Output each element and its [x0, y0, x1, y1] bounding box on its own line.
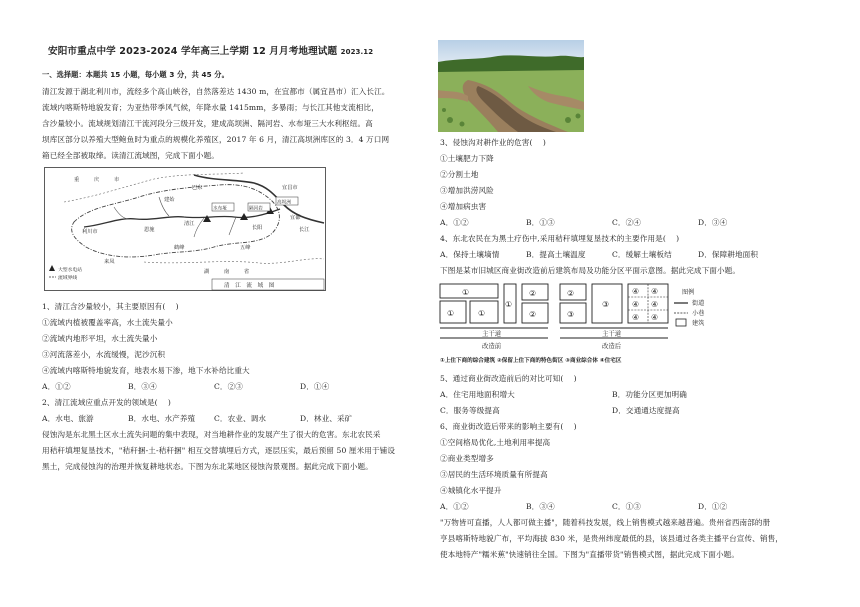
map-label: 宜昌市 [282, 185, 298, 191]
q6-option: C．①③ [612, 502, 641, 511]
legend-alley: 小巷 [692, 310, 705, 317]
q5-option: C．服务等级提高 [440, 406, 500, 415]
q5-option: A．住宅用地面积增大 [440, 390, 515, 399]
svg-text:②: ② [529, 289, 537, 298]
erosion-gully-photo [438, 40, 584, 132]
svg-text:③: ③ [602, 300, 610, 309]
map-label: 水布垭 [213, 206, 227, 212]
q3-item: ①土壤肥力下降 [440, 154, 494, 163]
q3-option: B．①③ [526, 218, 555, 227]
intro2-line: 黑土，完成侵蚀沟的治理并恢复耕地状态。下图为东北某地区侵蚀沟景观图。据此完成下面小题。 [42, 462, 373, 471]
q6-item: ①空间格局优化,土地利用率提高 [440, 438, 551, 447]
q5-option: B．功能分区更加明确 [612, 390, 687, 399]
q1-option: B．③④ [128, 382, 157, 391]
svg-text:④: ④ [651, 287, 659, 296]
svg-text:①: ① [447, 309, 455, 318]
svg-text:②: ② [529, 310, 537, 319]
qingjiang-basin-map [44, 167, 326, 291]
section-heading: 一、选择题：本题共 15 小题，每小题 3 分，共 45 分。 [42, 70, 229, 79]
intro3: 下图是某市旧城区商业街改造前后建筑布局及功能分区平面示意图。据此完成下面小题。 [440, 266, 741, 275]
q6-item: ③居民的生活环境质量有所提高 [440, 470, 548, 479]
map-label: 湖 [204, 269, 210, 275]
q1-option: A．①② [42, 382, 71, 391]
map-label: 高坝洲 [277, 200, 291, 206]
svg-text:③: ③ [567, 310, 575, 319]
map-legend-item: 流域界线 [58, 276, 78, 281]
label-after: 改造后 [602, 342, 622, 350]
map-label: 利川市 [82, 229, 98, 235]
q5-stem: 5、通过商业街改造前后的对比可知( ) [440, 374, 577, 383]
map-label: 建始 [164, 197, 175, 203]
map-label: 来凤 [104, 259, 115, 265]
q4-option: A．保持土壤墒情 [440, 250, 500, 259]
q6-item: ④城镇化水平提升 [440, 486, 502, 495]
intro1-line: 箱已经全部被取缔。读清江流域图，完成下面小题。 [42, 151, 219, 160]
map-legend-item: 大型水电站 [58, 268, 82, 273]
road-label-after: 主干道 [602, 329, 622, 338]
q1-item: ④流域内喀斯特地貌发育，地表水易下渗，地下水补给比重大 [42, 366, 250, 375]
q6-item: ②商业类型增多 [440, 454, 494, 463]
q6-option: A．①② [440, 502, 469, 511]
q3-option: C．②④ [612, 218, 641, 227]
map-label: 重 [74, 177, 80, 183]
map-label: 长江 [299, 227, 310, 233]
q3-item: ②分割土地 [440, 170, 479, 179]
label-before: 改造前 [482, 342, 502, 350]
title-date: 2023.12 [340, 48, 374, 56]
svg-text:④: ④ [632, 313, 640, 322]
q3-option: A．①② [440, 218, 469, 227]
map-label: 清江 [184, 221, 195, 227]
svg-text:①: ① [478, 309, 486, 318]
q1-option: C．②③ [214, 382, 243, 391]
intro4-line: 亨县喀斯特地貌广布，平均海拔 830 米，是贵州纬度最低的县，该县通过各类主播平台宣传、销售， [440, 534, 783, 543]
map-label: 庆 [94, 177, 100, 183]
intro1-line: 清江发源于湖北利川市，流经多个高山峡谷，自然落差达 1430 m，在宜都市（属宜昌市）汇入长江。 [42, 87, 390, 96]
map-caption: 清 江 流 域 图 [224, 283, 275, 289]
street-renovation-diagram [438, 282, 734, 366]
svg-text:①: ① [505, 300, 513, 309]
map-label: 宜都 [290, 215, 301, 221]
q1-item: ③河流落差小，水流缓慢，泥沙沉积 [42, 350, 166, 359]
road-label-before: 主干道 [482, 329, 502, 338]
q1-stem: 1、清江含沙量较小，其主要原因有( ) [42, 302, 179, 311]
q4-option: C．缓解土壤板结 [612, 250, 672, 259]
title-text: 安阳市重点中学 2023-2024 学年高三上学期 12 月月考地理试题 [48, 46, 338, 57]
q3-item: ④增加病虫害 [440, 202, 487, 211]
map-label: 鹤峰 [174, 245, 185, 251]
svg-text:①: ① [462, 288, 470, 297]
diagram-key: ①上住下商的综合建筑 ②保留上住下商的特色街区 ③商业综合体 ④住宅区 [440, 358, 622, 364]
q2-option: A．水电、旅游 [42, 414, 94, 423]
legend-title: 图例 [682, 289, 695, 296]
map-label: 恩施 [144, 227, 155, 233]
legend-street: 街道 [692, 300, 705, 307]
q2-stem: 2、清江流域应重点开发的领域是( ) [42, 398, 171, 407]
gully-landscape-image [438, 40, 584, 132]
q6-stem: 6、商业街改造后带来的影响主要有( ) [440, 422, 577, 431]
intro1-line: 坝库区部分以养殖大型鲍鱼时为重点的规模化养殖区，2017 年 6 月，清江高坝洲库区的 3．4 万口网 [42, 135, 390, 144]
q3-stem: 3、侵蚀沟对耕作业的危害( ) [440, 138, 546, 147]
q6-option: D．①② [698, 502, 728, 511]
q3-item: ③增加洪涝风险 [440, 186, 494, 195]
map-label: 长阳 [252, 225, 263, 231]
intro4-line: "万物皆可直播，人人都可做主播"，随着科技发展，线上销售模式越来越普遍。贵州省西南部的册 [440, 518, 771, 527]
map-label: 五峰 [240, 245, 251, 251]
intro4-line: 使本地特产"糯米蕉"快速销往全国。下图为"直播带货"销售模式图，据此完成下面小题。 [440, 550, 740, 559]
svg-text:②: ② [567, 289, 575, 298]
svg-text:④: ④ [651, 313, 659, 322]
q1-item: ②流域内地形平坦，水土流失量小 [42, 334, 158, 343]
intro1-line: 流域内喀斯特地貌发育；为亚热带季风气候，年降水量 1415mm，多暴雨；与长江其他支流相比， [42, 103, 379, 112]
q1-item: ①流域内植被覆盖率高，水土流失量小 [42, 318, 173, 327]
legend-building: 建筑 [692, 320, 705, 327]
q2-option: B．水电、水产养殖 [128, 414, 196, 423]
intro2-line: 用秸秆填埋复垦技术，"秸秆捆-土-秸秆捆" 相互交替填埋后方式，逐层压实，最后预留 50 厘米用于铺设 [42, 446, 396, 455]
exam-title [48, 47, 373, 57]
q4-option: D．保障耕地面积 [698, 250, 759, 259]
svg-text:④: ④ [651, 300, 659, 309]
intro2-line: 侵蚀沟是东北黑土区水土流失问题的集中表现，对当地耕作业的发展产生了很大的危害。东北农民采 [42, 430, 381, 439]
map-label: 巴东 [192, 185, 203, 191]
map-label: 省 [244, 269, 250, 275]
q1-option: D．①④ [300, 382, 330, 391]
q5-option: D．交通通达度提高 [612, 406, 680, 415]
q2-option: C．农业、调水 [214, 414, 267, 423]
q4-option: B．提高土壤温度 [526, 250, 586, 259]
svg-text:④: ④ [632, 300, 640, 309]
q3-option: D．③④ [698, 218, 728, 227]
intro1-line: 含沙量较小。流域规划清江干流河段分三级开发，建成高坝洲、隔河岩、水布垭三大水利枢纽。高 [42, 119, 373, 128]
map-label: 隔河岩 [249, 206, 263, 212]
q2-option: D．林业、采矿 [300, 414, 353, 423]
q6-option: B．③④ [526, 502, 555, 511]
map-label: 市 [114, 177, 120, 183]
q4-stem: 4、东北农民在为黑土疗伤中,采用秸秆填埋复垦技术的主要作用是( ) [440, 234, 680, 243]
map-label: 南 [224, 269, 230, 275]
svg-text:④: ④ [632, 287, 640, 296]
